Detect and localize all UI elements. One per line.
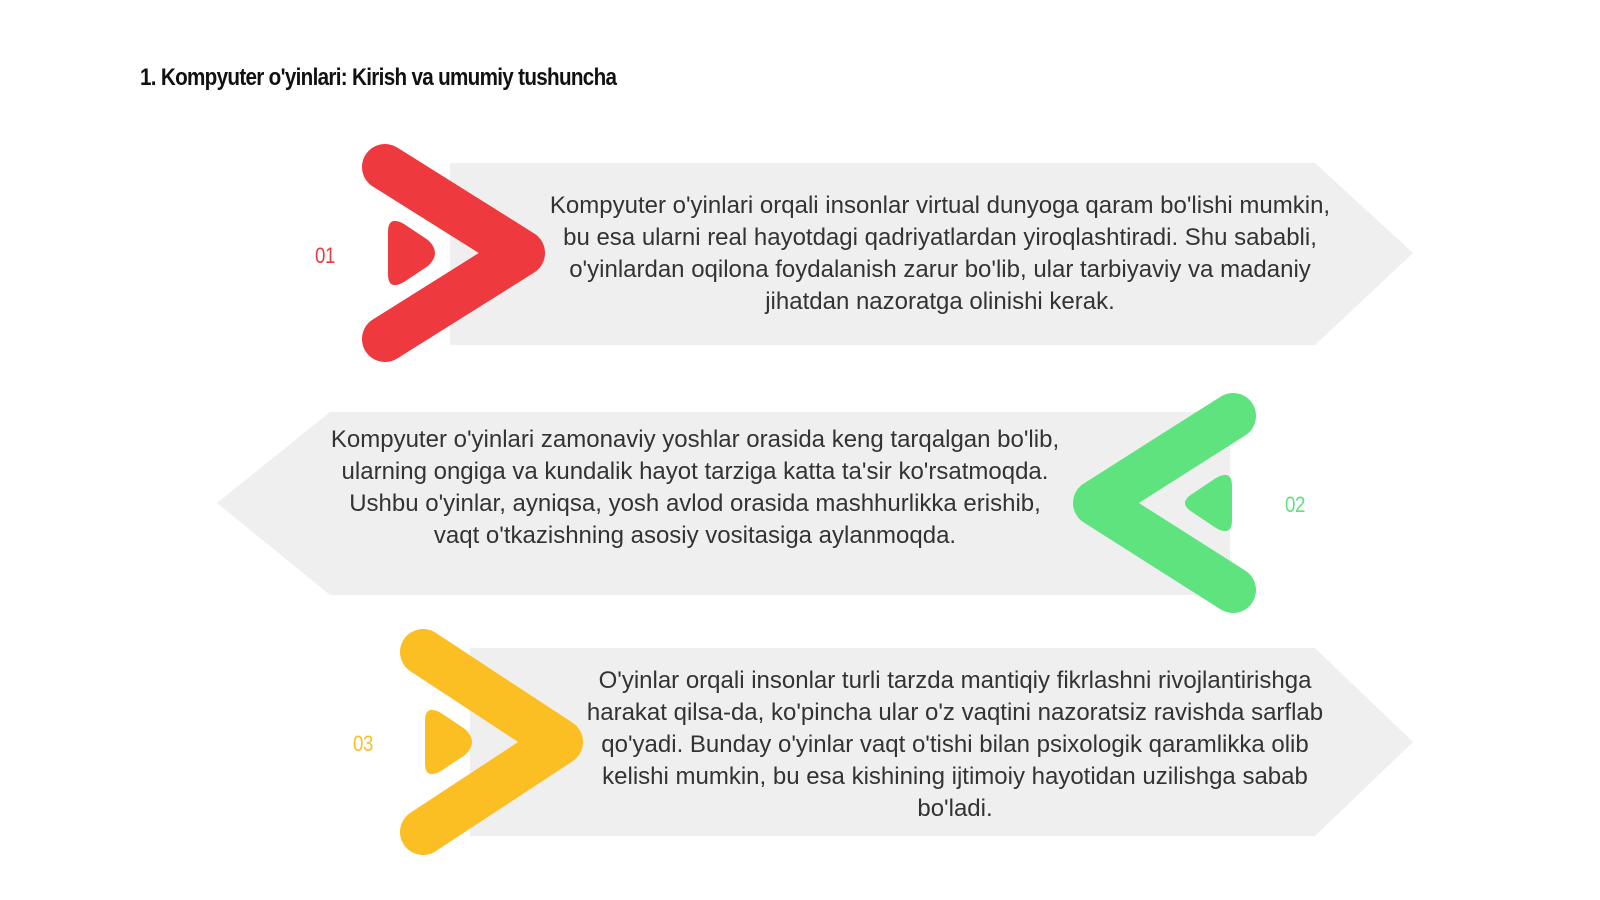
item-number-1: 01: [315, 243, 335, 268]
play-icon-1: [388, 221, 435, 285]
item-text-1: Kompyuter o'yinlari orqali insonlar virtual dunyoga qaram bo'lishi mumkin, bu esa ularni real hayotdagi qadriyatlardan yiroqlashtiradi. Shu sababli, o'yinlardan oqilona foydalanish zarur bo'lib, ular tarbiyaviy va madaniy jihatdan nazoratga olinishi kerak.: [549, 192, 1331, 315]
item-number-3: 03: [353, 731, 373, 756]
item-text-3: O'yinlar orqali insonlar turli tarzda mantiqiy fikrlashni rivojlantirishga harakat qilsa-da, ko'pincha ular o'z vaqtini nazoratsiz ravishda sarflab qo'yadi. Bunday o'yinlar vaqt o'tishi bilan psixologik qaramlikka olib kelishi mumkin, bu esa kishining ijtimoiy hayotidan uzilishga sabab bo'ladi.: [586, 667, 1324, 822]
item-number-2: 02: [1285, 492, 1305, 517]
play-icon-3: [425, 710, 472, 774]
item-text-2: Kompyuter o'yinlari zamonaviy yoshlar orasida keng tarqalgan bo'lib, ularning ongiga va kundalik hayot tarziga katta ta'sir ko'rsatmoqda. Ushbu o'yinlar, ayniqsa, yosh avlod orasida mashhurlikka erishib, vaqt o'tkazishning asosiy vositasiga aylanmoqda.: [330, 426, 1060, 549]
slide-title: 1. Kompyuter o'yinlari: Kirish va umumiy tushuncha: [140, 64, 617, 91]
